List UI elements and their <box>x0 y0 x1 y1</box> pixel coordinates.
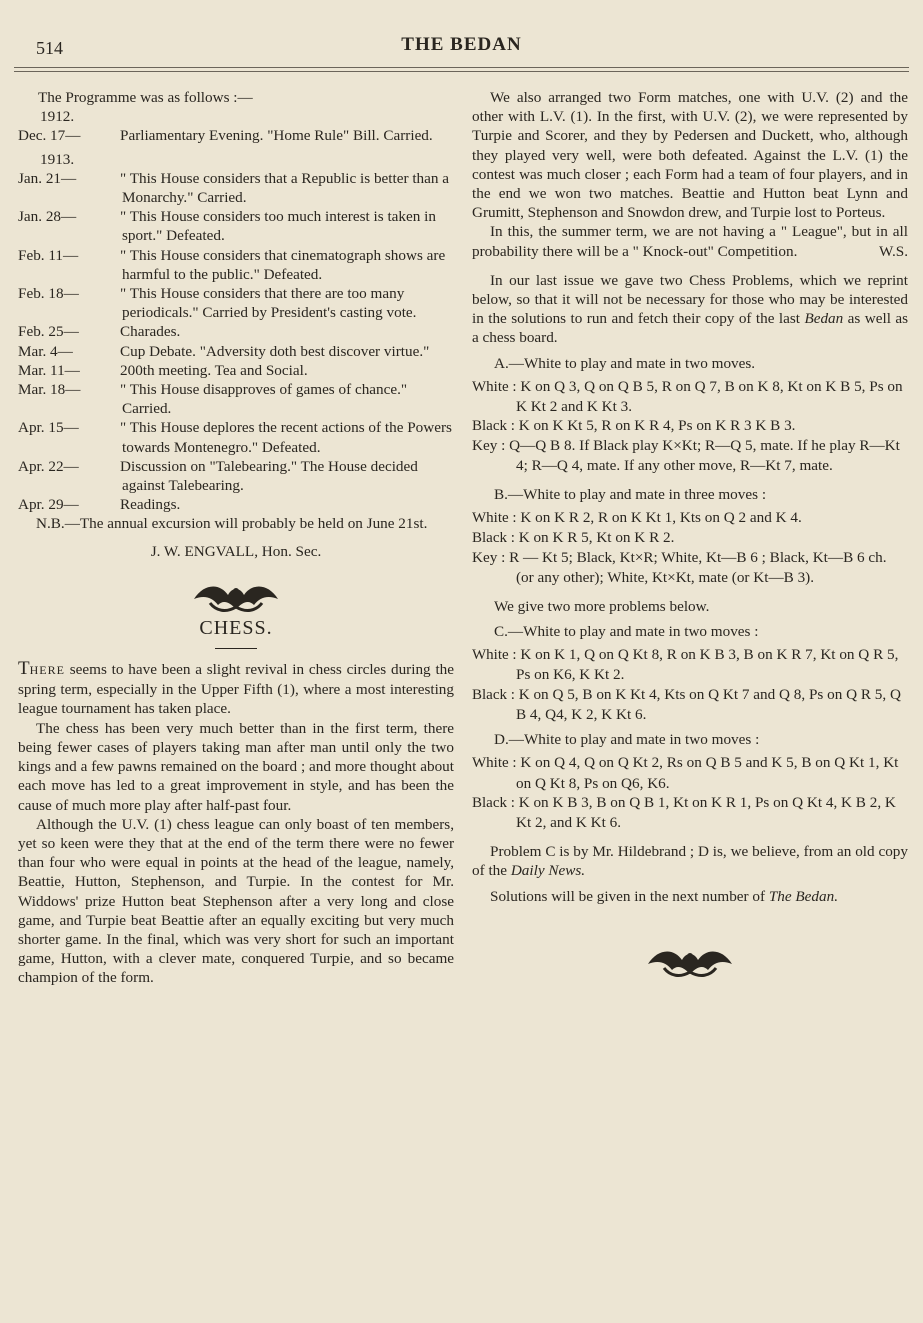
event-text: Charades. <box>120 323 181 341</box>
problem-d-heading: D.—White to play and mate in two moves : <box>494 731 760 749</box>
event-date: Feb. 25— <box>18 323 79 341</box>
event-date: Mar. 11— <box>18 361 80 379</box>
event-date: Mar. 18— <box>18 381 81 399</box>
daily-news-italic: Daily News. <box>510 862 586 880</box>
event-text: " This House considers that cinematograph shows are harmful to the public." Defeated. <box>120 246 446 283</box>
programme-event <box>18 284 454 322</box>
event-date: Feb. 18— <box>18 285 79 303</box>
problem-c-heading: C.—White to play and mate in two moves : <box>494 623 759 641</box>
ornament-icon <box>190 577 282 617</box>
solutions-note <box>472 887 908 906</box>
programme-event <box>18 418 454 456</box>
black-label: Black : <box>472 686 515 703</box>
chess-heading: CHESS. <box>199 616 273 639</box>
solutions-text: Solutions will be given in the next number of <box>490 887 769 905</box>
problem-c-black-text: K on Q 5, B on K Kt 4, Kts on Q Kt 7 and Q 8, Ps on Q R 5, Q B 4, Q4, K 2, K Kt 6. <box>514 685 901 723</box>
event-date: Apr. 22— <box>18 457 79 475</box>
left-column <box>18 88 454 988</box>
event-date: Jan. 28— <box>18 208 77 226</box>
problem-b-white <box>472 508 908 528</box>
white-label: White : <box>472 510 517 527</box>
programme-event <box>18 361 454 380</box>
programme-event <box>18 322 454 341</box>
problem-c-black <box>472 685 908 724</box>
running-title: THE BEDAN <box>401 34 522 55</box>
chess-heading-rule <box>215 648 257 649</box>
event-date: Feb. 11— <box>18 246 79 264</box>
year-1913: 1913. <box>40 150 75 168</box>
problem-b-key-text: R — Kt 5; Black, Kt×R; White, Kt—B 6 ; Black, Kt—B 6 ch. (or any other); White, Kt×Kt, mate (or Kt—B 3). <box>505 549 887 586</box>
form-matches-para: We also arranged two Form matches, one with U.V. (2) and the other with L.V. (1). In the first, with U.V. (2), we were represented by Turpie and Scorer, and they by Pedersen and Duckett, who, although they played very well, were both defeated. Against the L.V. (1) the contest was much closer ; each Form had a team of four players, and in the end we won two matches. Beattie and Hutton beat Lynn and Grumitt, Stephenson and Snowdon drew, and Turpie lost to Porteus. <box>472 89 908 222</box>
event-date: Dec. 17— <box>18 127 81 145</box>
problem-d-black-text: K on K B 3, B on Q B 1, Kt on K R 1, Ps on Q Kt 4, K B 2, K Kt 2, and K Kt 6. <box>514 793 896 831</box>
problem-a-key-text: Q—Q B 8. If Black play K×Kt; R—Q 5, mate. If he play R—Kt 4; R—Q 4, mate. If any other move, R—Kt 7, mate. <box>505 437 900 474</box>
problem-b-black <box>472 528 908 548</box>
ws-signature: W.S. <box>879 242 908 260</box>
problem-a-key <box>472 436 908 474</box>
problem-a-white-text: K on Q 3, Q on Q B 5, R on Q 7, B on K 8, Kt on K B 5, Ps on K Kt 2 and K Kt 3. <box>516 377 903 416</box>
black-label: Black : <box>472 794 515 811</box>
programme-event <box>18 495 454 514</box>
problems-intro-text-a: In our last issue we gave two Chess Problems, which we reprint below, so that it will not be necessary for those who may be interested in the solutions to run and fetch their copy of the last <box>472 271 908 328</box>
event-text: " This House considers that a Republic is better than a Monarchy." Carried. <box>120 169 450 207</box>
event-date: Apr. 15— <box>18 419 79 437</box>
event-text: Parliamentary Evening. "Home Rule" Bill. Carried. <box>120 127 433 145</box>
summer-term-para <box>472 222 908 260</box>
problem-b-black-text: K on K R 5, Kt on K R 2. <box>514 529 675 547</box>
programme-event <box>18 457 454 495</box>
spacer <box>472 261 908 271</box>
problem-d-white <box>472 753 908 792</box>
event-text: Cup Debate. "Adversity doth best discover virtue." <box>120 342 430 360</box>
event-text: " This House disapproves of games of chance." Carried. <box>120 381 408 418</box>
problem-c-white <box>472 645 908 684</box>
problem-credit-text: Problem C is by Mr. Hildebrand ; D is, we believe, from an old copy of the <box>472 843 908 880</box>
problem-b-white-text: K on K R 2, R on K Kt 1, Kts on Q 2 and K 4. <box>516 509 802 527</box>
problems-intro-text-b: as well as a chess board. <box>472 310 909 347</box>
events-1913 <box>18 169 454 515</box>
black-label: Black : <box>472 530 515 547</box>
event-text: " This House considers that there are too many periodicals." Carried by President's casting vote. <box>120 285 417 322</box>
problem-b-heading: B.—White to play and mate in three moves : <box>494 485 767 503</box>
problem-a-white <box>472 377 908 416</box>
event-text: 200th meeting. Tea and Social. <box>120 361 308 379</box>
year-1912: 1912. <box>40 108 75 126</box>
header-rule-top <box>14 67 909 68</box>
programme-event <box>18 169 454 207</box>
white-label: White : <box>472 755 517 772</box>
page-header <box>0 30 923 64</box>
more-problems: We give two more problems below. <box>494 597 710 615</box>
white-label: White : <box>472 378 517 395</box>
problem-a-black <box>472 416 908 436</box>
event-text: " This House considers too much interest is taken in sport." Defeated. <box>120 208 436 245</box>
secretary-signature: J. W. ENGVALL, Hon. Sec. <box>150 542 322 560</box>
event-date: Jan. 21— <box>18 169 77 187</box>
programme-event <box>18 207 454 245</box>
chess-para-3: Although the U.V. (1) chess league can only boast of ten members, yet so keen were they that at the end of the term there were no fewer than four who were equal in points at the head of the league, namely, Beattie, Hutton, Stephenson, and Turpie. In the contest for Mr. Widdows' prize Hutton beat Stephenson after a very long and close game, and Turpie beat Beattie after an equally exciting but very much shorter game. In the final, which was very short for such an important game, Hutton, with a clever mate, conquered Turpie, and so became champion of the form. <box>18 815 454 987</box>
page-number: 514 <box>36 38 63 58</box>
key-label: Key : <box>472 437 506 455</box>
programme-note: N.B.—The annual excursion will probably be held on June 21st. <box>36 515 428 533</box>
chess-para-1-text: seems to have been a slight revival in chess circles during the spring term, especially in the Upper Fifth (1), where a most interesting league tournament has taken place. <box>18 661 454 718</box>
programme-event <box>18 342 454 361</box>
event-text: Discussion on "Talebearing." The House decided against Talebearing. <box>120 457 418 495</box>
problem-a-heading: A.—White to play and mate in two moves. <box>494 354 756 372</box>
problem-credit <box>472 842 908 880</box>
small-caps-word: HERE <box>29 663 65 678</box>
problem-b-key <box>472 548 908 586</box>
chess-para-2: The chess has been very much better than in the first term, there being fewer cases of players taking man after man until only the two kings and a few pawns remained on the board ; and more thought about each move has led to a great improvement in style, and has been the cause of much more play after half-past four. <box>18 719 454 814</box>
black-label: Black : <box>472 418 515 435</box>
chess-para-1 <box>18 659 454 719</box>
programme-intro: The Programme was as follows :— <box>38 89 253 106</box>
event-text: Readings. <box>120 496 181 514</box>
right-column <box>472 88 908 982</box>
ornament-icon <box>644 942 736 982</box>
programme-event <box>18 380 454 418</box>
event-date: Mar. 4— <box>18 342 73 360</box>
problems-intro-para <box>472 271 908 348</box>
programme-event <box>18 126 454 145</box>
events-1912 <box>18 126 454 145</box>
problem-d-black <box>472 793 908 832</box>
bedan-italic: Bedan <box>804 310 844 328</box>
key-label: Key : <box>472 549 506 567</box>
programme-event <box>18 246 454 284</box>
summer-term-text: In this, the summer term, we are not having a " League", but in all probability there will be a " Knock-out" Competition. <box>472 223 908 260</box>
problem-d-white-text: K on Q 4, Q on Q Kt 2, Rs on Q B 5 and K 5, B on Q Kt 1, Kt on Q Kt 8, Ps on Q6, K6. <box>516 754 899 792</box>
drop-cap: T <box>18 658 30 680</box>
event-date: Apr. 29— <box>18 496 79 514</box>
problem-a-black-text: K on K Kt 5, R on K R 4, Ps on K R 3 K B 3. <box>514 417 796 435</box>
event-text: " This House deplores the recent actions of the Powers towards Montenegro." Defeated. <box>120 419 452 456</box>
header-rule-bottom <box>14 71 909 72</box>
white-label: White : <box>472 647 517 664</box>
the-bedan-italic: The Bedan. <box>768 887 839 905</box>
problem-c-white-text: K on K 1, Q on Q Kt 8, R on K B 3, B on K R 7, Kt on Q R 5, Ps on K6, K Kt 2. <box>516 646 899 684</box>
